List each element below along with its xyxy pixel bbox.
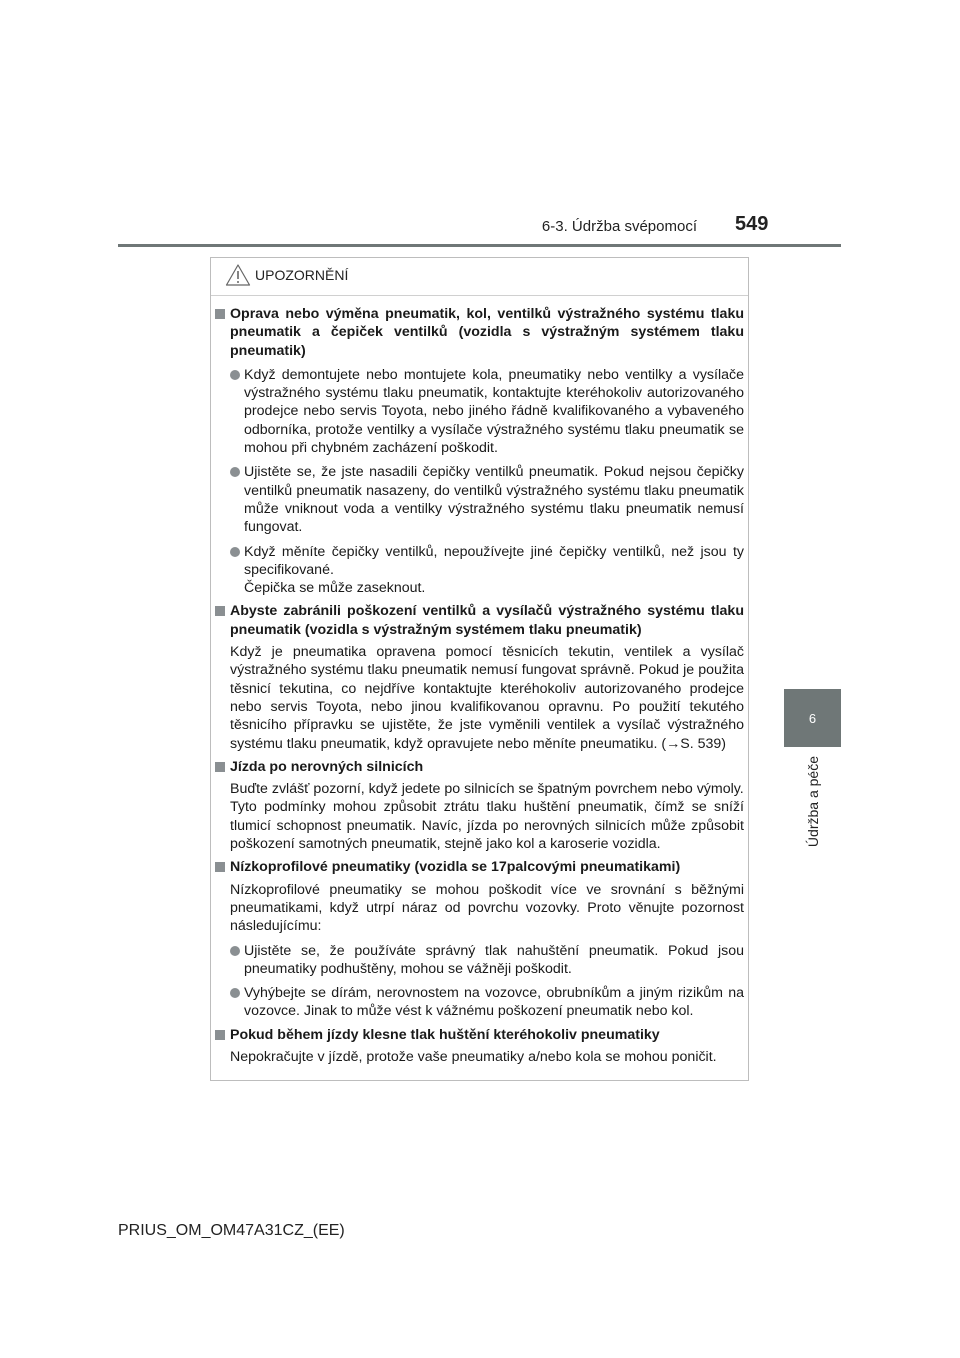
document-code: PRIUS_OM_OM47A31CZ_(EE): [118, 1222, 345, 1239]
round-bullet-icon: [230, 370, 240, 380]
round-bullet-icon: [230, 547, 240, 557]
section-heading: Nízkoprofilové pneumatiky (vozidla se 17palcovými pneumatikami): [215, 858, 744, 876]
section-heading: Abyste zabránili poškození ventilků a vysílačů výstražného systému tlaku pneumatik (vozidla s výstražným systémem tlaku pneumatik): [215, 602, 744, 639]
chapter-label: [784, 752, 841, 862]
paragraph: Buďte zvlášť pozorní, když jedete po silnicích se špatným povrchem nebo výmoly. Tyto podmínky mohou způsobit ztrátu tlaku huštění pneumatik, čímž se sníží tlumicí schopnost pneumatik. Navíc, jízda po nerovných silnicích může způsobit poškození samotných pneumatik, stejně jako kol a karoserie vozidla.: [230, 781, 744, 853]
list-item: Když demontujete nebo montujete kola, pneumatiky nebo ventilky a vysílače výstražného systému tlaku pneumatik, kontaktujte kteréhokoliv autorizovaného prodejce nebo servis Toyota, nebo jiného řádně kvalifikovaného a vybaveného odborníka, protože ventilky a vysílače výstražného systému tlaku pneumatik se mohou při chybném zacházení poškodit.: [215, 366, 744, 457]
round-bullet-icon: [230, 988, 240, 998]
paragraph: Když je pneumatika opravena pomocí těsnicích tekutin, ventilek a vysílač výstražného systému tlaku pneumatik nemusí fungovat správně. Pokud je použita těsnicí tekutina, co nejdříve kontaktujte kteréhokoliv autorizovaného prodejce nebo servis Toyota, nebo jinou kvalifikovanou opravnu. Po použití tekutého těsnicího přípravku se ujistěte, že jste vyměnili ventilek a vysílač výstražného systému tlaku pneumatik, když opravujete nebo měníte pneumatiku. (→S. 539): [230, 644, 744, 752]
warning-content: [215, 302, 744, 1066]
round-bullet-icon: [230, 467, 240, 477]
section-heading: Oprava nebo výměna pneumatik, kol, ventilků výstražného systému tlaku pneumatik a čepiček ventilků (vozidla s výstražným systémem tlaku pneumatik): [215, 305, 744, 360]
list-item: Vyhýbejte se dírám, nerovnostem na vozovce, obrubníkům a jiným rizikům na vozovce. Jinak to může vést k vážnému poškození pneumatik nebo kol.: [215, 984, 744, 1021]
chapter-number: 6: [808, 710, 817, 726]
warning-divider: [211, 295, 748, 296]
section-title: 6-3. Údržba svépomocí: [541, 218, 697, 235]
chapter-title: Údržba a péče: [804, 756, 821, 848]
warning-box: [210, 257, 749, 1081]
section-heading: Jízda po nerovných silnicích: [215, 758, 744, 776]
paragraph: Nepokračujte v jízdě, protože vaše pneumatiky a/nebo kola se mohou poničit.: [230, 1048, 717, 1065]
section-heading: Pokud během jízdy klesne tlak huštění kteréhokoliv pneumatiky: [215, 1026, 744, 1044]
page-number: 549: [735, 213, 769, 235]
square-bullet-icon: [215, 862, 225, 872]
list-item: Ujistěte se, že jste nasadili čepičky ventilků pneumatik. Pokud nejsou čepičky ventilků pneumatik nasazeny, do ventilků výstražného systému tlaku pneumatik může vniknout voda a ventilky výstražného systému tlaku pneumatik nemusí fungovat.: [215, 463, 744, 536]
list-item: Ujistěte se, že používáte správný tlak nahuštění pneumatik. Pokud jsou pneumatiky podhuštěny, mohou se vážněji poškodit.: [215, 942, 744, 979]
header-divider: [118, 244, 841, 247]
round-bullet-icon: [230, 946, 240, 956]
paragraph: Nízkoprofilové pneumatiky se mohou poškodit více ve srovnání s běžnými pneumatikami, když utrpí náraz od povrchu vozovky. Proto věnujte pozornost následujícímu:: [230, 881, 744, 935]
square-bullet-icon: [215, 309, 225, 319]
square-bullet-icon: [215, 606, 225, 616]
square-bullet-icon: [215, 1030, 225, 1040]
warning-header: [211, 258, 748, 294]
warning-triangle-icon: [225, 263, 251, 287]
warning-title: UPOZORNĚNÍ: [255, 267, 349, 283]
chapter-tab: [784, 689, 841, 747]
square-bullet-icon: [215, 762, 225, 772]
list-item: Když měníte čepičky ventilků, nepoužívejte jiné čepičky ventilků, než jsou ty specifikované. Čepička se může zaseknout.: [215, 543, 744, 598]
